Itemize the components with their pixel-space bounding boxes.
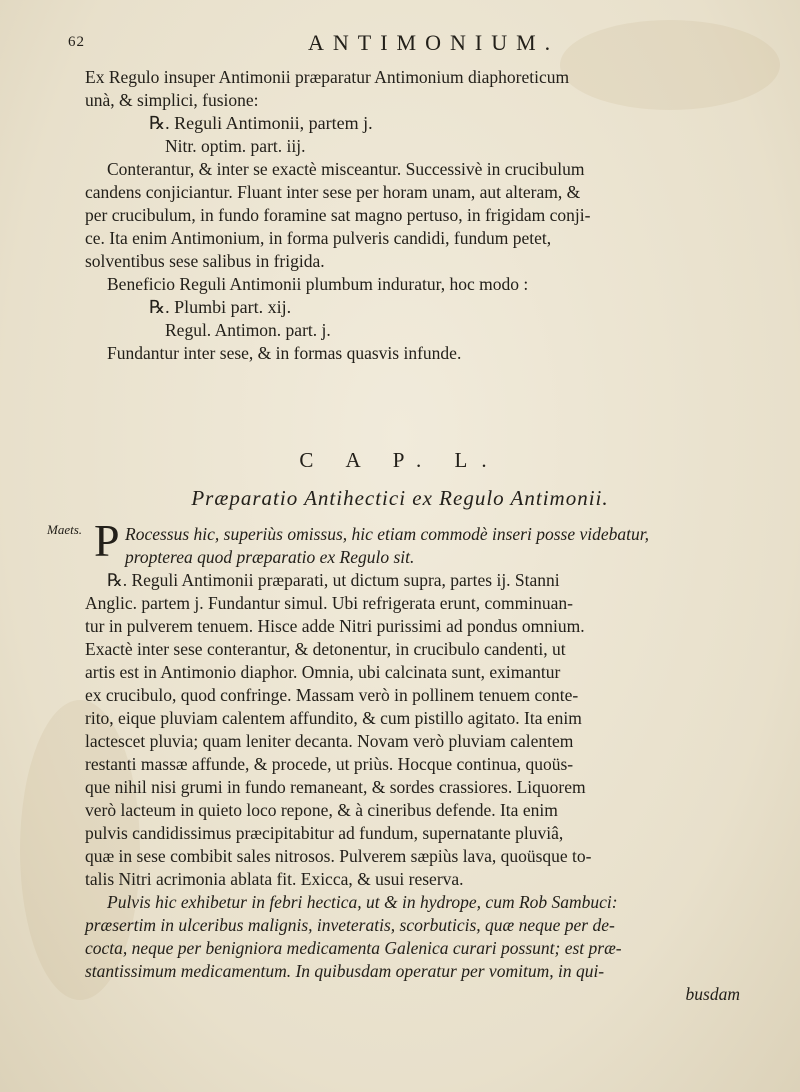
recipe-line: Regul. Antimon. part. j.	[165, 320, 331, 340]
text-line: rito, eique pluviam calentem affundito, & cum pistillo agitato. Ita enim	[85, 708, 582, 728]
text-line: que nihil nisi grumi in fundo remaneant, & sordes crassiores. Liquorem	[85, 777, 586, 797]
text-line: restanti massæ affunde, & procede, ut priùs. Hocque continua, quoüs-	[85, 754, 574, 774]
text-line: Exactè inter sese conterantur, & detonentur, in crucibulo candenti, ut	[85, 639, 566, 659]
drop-cap: P	[94, 515, 120, 566]
text-line: cocta, neque per benigniora medicamenta Galenica curari possunt; est præ-	[85, 938, 622, 958]
text-line: candens conjiciantur. Fluant inter sese per horam unam, aut alteram, &	[85, 182, 581, 202]
text-line: stantissimum medicamentum. In quibusdam operatur per vomitum, in qui-	[85, 961, 605, 981]
text-line: talis Nitri acrimonia ablata fit. Exicca, & usui reserva.	[85, 869, 464, 889]
recipe-line: ℞. Plumbi part. xij.	[149, 297, 292, 317]
page-number: 62	[68, 34, 85, 50]
margin-note: Maets.	[47, 522, 83, 537]
paragraph-antihectic	[85, 523, 740, 1006]
text-line: ce. Ita enim Antimonium, in forma pulveris candidi, fundum petet,	[85, 228, 552, 248]
text-line: propterea quod præparatio ex Regulo sit.	[125, 547, 415, 567]
text-line: Anglic. partem j. Fundantur simul. Ubi refrigerata erunt, comminuan-	[85, 593, 573, 613]
text-line: Conterantur, & inter se exactè misceantur. Successivè in crucibulum	[107, 159, 585, 179]
text-line: Pulvis hic exhibetur in febri hectica, ut & in hydrope, cum Rob Sambuci:	[107, 892, 618, 912]
text-line: solventibus sese salibus in frigida.	[85, 251, 325, 271]
recipe-line: Nitr. optim. part. iij.	[165, 136, 306, 156]
paragraph-regulus-diaphoreticum	[85, 66, 740, 365]
recipe-line: ℞. Reguli Antimonii, partem j.	[149, 113, 373, 133]
text-line: ex crucibulo, quod confringe. Massam verò in pollinem tenuem conte-	[85, 685, 579, 705]
text-line: per crucibulum, in fundo foramine sat magno pertuso, in frigidam conji-	[85, 205, 591, 225]
text-line: Beneficio Reguli Antimonii plumbum induratur, hoc modo :	[107, 274, 529, 294]
text-line: verò lacteum in quieto loco repone, & à cineribus defende. Ita enim	[85, 800, 558, 820]
text-line: tur in pulverem tenuem. Hisce adde Nitri purissimi ad pondus omnium.	[85, 616, 585, 636]
catchword: busdam	[685, 984, 740, 1004]
running-title: ANTIMONIUM.	[308, 30, 560, 55]
text-line: artis est in Antimonio diaphor. Omnia, ubi calcinata sunt, eximantur	[85, 662, 561, 682]
text-line: Fundantur inter sese, & in formas quasvis infunde.	[107, 343, 462, 363]
chapter-heading: C A P. L.	[299, 448, 501, 472]
text-line: præsertim in ulceribus malignis, inveteratis, scorbuticis, quæ neque per de-	[85, 915, 615, 935]
text-line: Rocessus hic, superiùs omissus, hic etiam commodè inseri posse videbatur,	[125, 524, 649, 544]
text-line: quæ in sese combibit sales nitrosos. Pulverem sæpiùs lava, quoüsque to-	[85, 846, 592, 866]
text-line: Ex Regulo insuper Antimonii præparatur Antimonium diaphoreticum	[85, 67, 570, 87]
text-line: unà, & simplici, fusione:	[85, 90, 259, 110]
text-line: pulvis candidissimus præcipitabitur ad fundum, supernatante pluviâ,	[85, 823, 564, 843]
chapter-title: Præparatio Antihectici ex Regulo Antimonii.	[191, 486, 609, 510]
page-header	[68, 30, 738, 60]
text-line: lactescet pluvia; quam leniter decanta. Novam verò pluviam calentem	[85, 731, 574, 751]
recipe-line: ℞. Reguli Antimonii præparati, ut dictum supra, partes ij. Stanni	[107, 570, 560, 590]
